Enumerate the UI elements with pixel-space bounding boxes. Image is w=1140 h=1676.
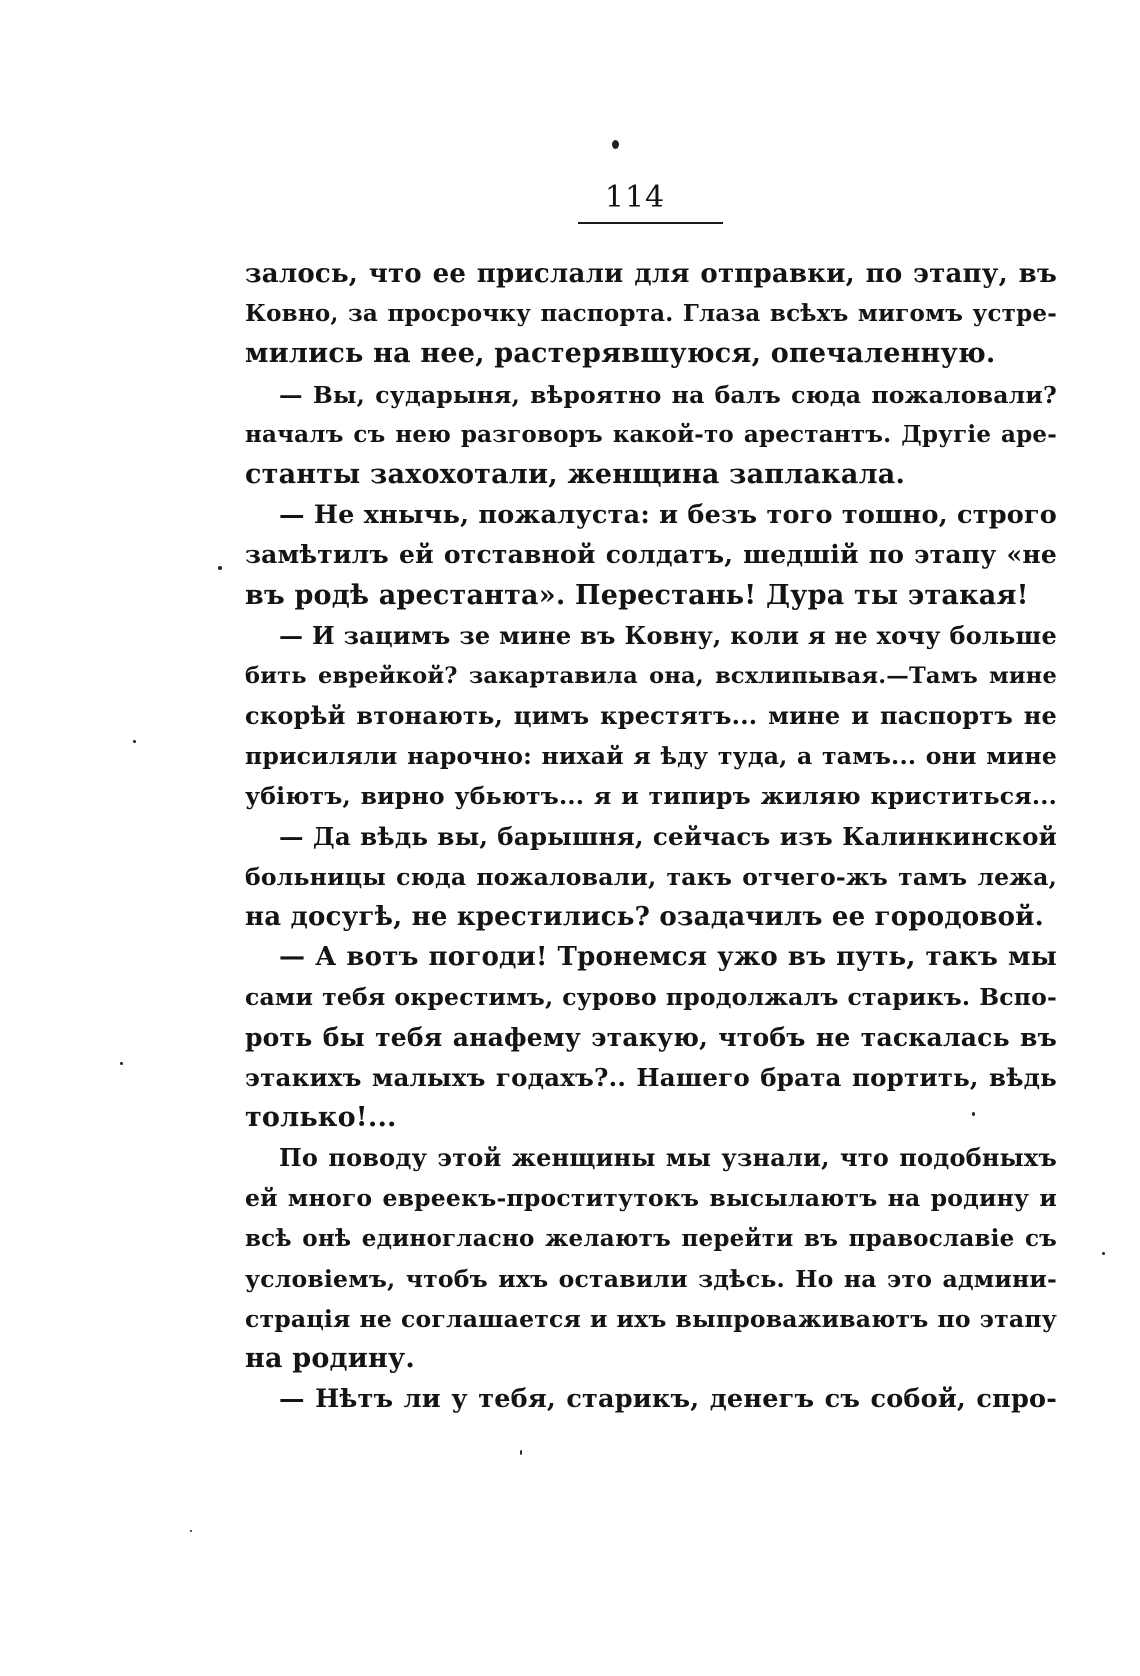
text-line: — И зацимъ зе мине въ Ковну, коли я не хочу больше [279,620,1057,650]
text-line: на родину. [245,1343,416,1375]
text-line: — А вотъ погоди! Тронемся ужо въ путь, такъ мы [279,942,1057,973]
text-line: всѣ онѣ единогласно желаютъ перейти въ православіе съ [245,1224,1057,1252]
page-number-rule [578,222,723,224]
text-line: станты захохотали, женщина заплакала. [245,458,906,490]
text-line: страція не соглашается и ихъ выпроваживаютъ по этапу [245,1304,1057,1333]
text-line: на досугѣ, не крестились? озадачилъ ее городовой. [245,902,1044,932]
ink-speck [190,1530,192,1532]
text-line: замѣтилъ ей отставной солдатъ, шедшій по этапу «не [245,540,1057,570]
text-line: — Нѣтъ ли у тебя, старикъ, денегъ съ собой, спро- [279,1384,1057,1415]
text-line: бить еврейкой? закартавила она, всхлипывая.—Тамъ мине [245,662,1057,689]
text-line: присиляли нарочно: нихай я ѣду туда, а тамъ... они мине [245,742,1057,771]
text-line: залось, что ее прислали для отправки, по этапу, въ [245,259,1057,289]
text-line: въ родѣ арестанта». Перестань! Дура ты этакая! [245,579,1029,611]
text-line: началъ съ нею разговоръ какой-то арестантъ. Другіе аре- [245,420,1057,448]
page-number: 114 [604,180,666,215]
text-line: условіемъ, чтобъ ихъ оставили здѣсь. Но на это админи- [245,1264,1057,1293]
text-line: сами тебя окрестимъ, сурово продолжалъ старикъ. Вспо- [245,983,1057,1012]
text-line: — Да вѣдь вы, барышня, сейчасъ изъ Калинкинской [279,821,1057,851]
text-line: этакихъ малыхъ годахъ?.. Нашего брата портить, вѣдь [245,1062,1057,1092]
ink-speck [218,566,222,570]
ink-speck [1102,1252,1105,1255]
text-line: убіютъ, вирно убьютъ... я и типиръ жиляю криститься... [245,782,1057,811]
ink-speck [612,140,619,149]
text-line: только!... [245,1101,397,1133]
text-line: По поводу этой женщины мы узнали, что подобныхъ [279,1143,1057,1173]
text-line: роть бы тебя анафему этакую, чтобъ не таскалась въ [245,1022,1057,1052]
ink-speck [520,1450,522,1455]
ink-speck [133,740,136,743]
text-line: больницы сюда пожаловали, такъ отчего-жъ тамъ лежа, [245,862,1057,891]
body-text [245,254,1057,1419]
text-line: ей много евреекъ-проститутокъ высылаютъ на родину и [245,1184,1057,1213]
text-line: — Не хнычь, пожалуста: и безъ того тошно, строго [279,500,1057,531]
text-line: мились на нее, растерявшуюся, опечаленную. [245,338,996,370]
text-line: Ковно, за просрочку паспорта. Глаза всѣхъ мигомъ устре- [245,300,1057,328]
ink-speck [120,1062,123,1065]
text-line: скорѣй втонають, цимъ крестятъ... мине и паспортъ не [245,701,1057,731]
text-line: — Вы, сударыня, вѣроятно на балъ сюда пожаловали? [279,380,1057,409]
